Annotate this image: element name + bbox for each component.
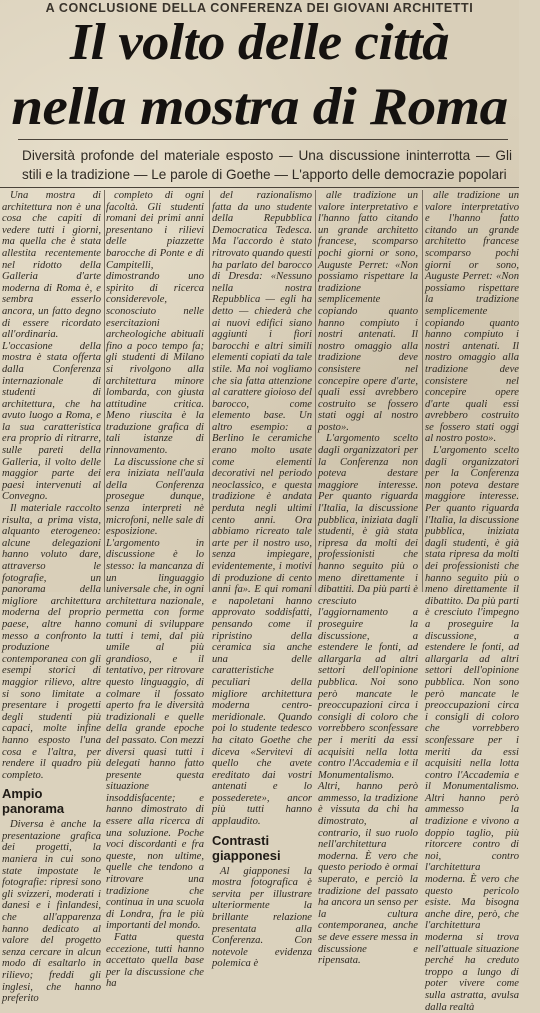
column-3-paragraph-2: Al giapponesi la mostra fotografica è servita per illustrare ulteriormente la brillante relazione presentata alla Conferenza. Con notevole evidenza polemica è xyxy=(212,865,312,970)
kicker-line: A CONCLUSIONE DELLA CONFERENZA DEI GIOVANI ARCHITETTI xyxy=(45,1,474,15)
subheading-ampio-panorama: Ampio panorama xyxy=(2,786,65,817)
column-1-paragraph-3: Diversa è anche la presentazione grafica dei progetti, la maniera in cui sono state impostate le fotografie: ripresi sono gli svizzeri, moderati i danesi e i finlandesi, che all'apparenza hanno dedicato al valore del progetto senza cercare in alcun modo di esaltarlo in rilievo; freddi gli inglesi, che hanno preferito xyxy=(2,819,101,1005)
column-4-paragraph-1: alle tradizione un valore interpretativo e l'hanno fatto citando un grande architetto francese, scomparso pochi giorni or sono, Auguste Perret: «Non possiamo rispettare la tradizione semplicemente copiando quanto hanno compiuto i nostri antenati. Il nostro omaggio alla tradizione deve consistere nel concepire opere d'arte, quali essi avrebbero costruito se fossero stati oggi al nostro posto». xyxy=(318,190,418,433)
column-divider-1 xyxy=(104,190,105,592)
column-1-paragraph-2: Il materiale raccolto risulta, a prima vista, alquanto eterogeneo: alcune delegazioni hanno voluto dare, attraverso le fotografie, un panorama della migliore architettura moderna del proprio paese, altre hanno messo a confronto la produzione contemporanea con gli esempi storici di maggior rilievo, altre si sono limitate a presentare i progetti degli studenti più capaci, molte infine hanno esposto l'una cosa e l'altra, per rendere il quadro più completo. xyxy=(2,503,101,781)
headline-line-1: Il volto delle città xyxy=(69,14,450,71)
headline-line-2: nella mostra di Roma xyxy=(11,78,508,136)
column-2-paragraph-2: La discussione che si era iniziata nell'aula della Conferenza prosegue dunque, senza interpreti nè microfoni, nelle sale di esposizione. L'argomento in discussione è lo stesso: la mancanza di un linguaggio universale che, in ogni architettura nazionale, permetta con forme comuni di sviluppare tutti i temi, dal più umile al più grandioso, e il tentativo, per ritrovare questo linguaggio, di colmare il fossato aperto fra le diversità tradizionali e quelle della grande epoche del passato. Con mezzi diversi quasi tutti i delegati hanno fatto presente questa situazione insoddisfacente; e hanno dimostrato di essere alla ricerca di una soluzione. Poche voci discordanti e fra queste, non ultime, quelle che tendono a ritrovare una tradizione che continua in una scuola di Londra, fra le più importanti del mondo. xyxy=(106,456,204,932)
article-column-4 xyxy=(318,190,418,967)
deck-rule-bottom xyxy=(0,187,519,188)
column-divider-3 xyxy=(315,190,316,592)
column-5-paragraph-1: alle tradizione un valore interpretativo e l'hanno fatto citando un grande architetto francese scomparso pochi giorni or sono, Auguste Perret: «Non possiamo rispettare la tradizione semplicemente copiando quanto hanno compiuto i nostri antenati. Il nostro omaggio alla tradizione deve consistere nel concepire opere d'arte quali essi avrebbero costruito se fossero stati oggi al nostro posto». xyxy=(425,190,519,445)
article-column-5 xyxy=(425,190,519,1013)
column-4-paragraph-2: L'argomento scelto dagli organizzatori per la Conferenza non poteva destare maggiore interesse. Per quanto riguarda l'Italia, la discussione pubblica, iniziata dagli studenti, è già stata ripresa da molti dei professionisti che hanno seguito più o meno direttamente i dibattiti. Da più parti è cresciuto l'aggiornamento a proseguire la discussione, a estendere le fonti, ad allargarla ad altri settori dell'opinione pubblica. Noi sono però mancate le preoccupazioni circa i consigli di coloro che vorrebbero sconfessare per i meriti da essi acquisiti nella lotta contro l'Accademia e il Monumentalismo. Altri, hanno però ammesso, la tradizione è vissuta da chi ha dimostrato, al contrario, il suo ruolo nell'architettura moderna. È vero che questo periodo è ormai superato, e perciò la tradizione del passato ha ancora un senso per la cultura contemporanea, anche se deve essere messa in discussione e ripensata. xyxy=(318,433,418,967)
column-2-paragraph-3: Fatta questa eccezione, tutti hanno accettato quella base per la discussione che ha xyxy=(106,932,204,990)
column-divider-2 xyxy=(209,190,210,592)
column-divider-4 xyxy=(422,190,423,592)
article-column-1 xyxy=(2,190,101,1005)
subheading-contrasti-giapponesi: Contrasti giapponesi xyxy=(212,832,281,863)
column-3-paragraph-1: del razionalismo fatta da uno studente della Repubblica Democratica Tedesca. Ma l'accordo è stato ritrovato quando questi ha parlato del barocco di Dresda: «Nessuno nella nostra Repubblica — egli ha detto — chiederà che ai nuovi edifici siano aggiunti i fiori barocchi e altri simili elementi copiati da tale stile. Ma noi vogliamo che sia fatta attenzione al carattere gioioso del barocco, come elemento base. Un altro esempio: a Berlino le ceramiche erano molto usate come elementi decorativi nel periodo neoclassico, e questa tradizione è andata perduta negli ultimi cento anni. Ora abbiamo ricreato tale arte per il nostro uso, senza impiegare, evidentemente, i motivi di produzione di cento anni fa». E qui romani e napoletani hanno approvato soddisfatti, pensando come il ripristino della ceramica sia anche una delle caratteristiche peculiari della migliore architettura moderna centro-meridionale. Quando poi lo studente tedesco ha citato Goethe che diceva «Servitevi di quello che avete ereditato dai vostri antenati e lo possederete», ancor più tutti hanno applaudito. xyxy=(212,190,312,828)
column-2-paragraph-1: completo di ogni facoltà. Gli studenti romani dei primi anni presentano i rilievi delle piazzette barocche di Ponte e di Campitelli, dimostrando uno spirito di ricerca considerevole, sconosciuto nelle esercitazioni archeologiche abituali fino a poco tempo fa; gli studenti di Milano si rivolgono alla architettura minore lombarda, con giusta attitudine critica. Meno riuscita è la traduzione grafica di tali istanze di rinnovamento. xyxy=(106,190,204,457)
article-column-3 xyxy=(212,190,312,970)
column-1-paragraph-1: Una mostra di architettura non è una cosa che capiti di vedere tutti i giorni, ma quella che è stata allestita recentemente nel ridotto della Galleria d'arte moderna di Roma è, e sembra esserlo ancora, un fatto degno di essere ricordato all'ordinaria. L'occasione della mostra è stata offerta dalla Conferenza internazionale di studenti di architettura, che ha avuto luogo a Roma, e la sua caratteristica era proprio di ritrarre, sulle pareti della Galleria, il volto delle maggior parte dei paesi intervenuti al Convegno. xyxy=(2,190,101,503)
headline-rule-top xyxy=(18,139,508,140)
column-5-paragraph-2: L'argomento scelto dagli organizzatori per la Conferenza non poteva destare maggiore interesse. Per quanto riguarda l'Italia, la discussione pubblica, iniziata dagli studenti, è già stata ripresa da molti dei professionisti che hanno seguito più o meno direttamente il dibattito. Da più parti è cresciuto l'impegno a proseguire la discussione, a estendere le fonti, ad allargarla ad altri settori dell'opinione pubblica. Non sono però mancate le preoccupazioni circa i consigli di coloro che vorrebbero sconfessare per i meriti da essi acquisiti nella lotta contro l'Accademia e il Monumentalismo. Altri hanno però ammesso la tradizione e vivono a doppio taglio, più ritorcere contro di noi, contro l'architettura moderna. È vero che questo pericolo esiste. Ma bisogna anche dire, però, che l'architettura moderna si trova nell'attuale situazione perché ha creduto troppo a lungo di poter vivere come sulla astratta, avulsa dalla realtà xyxy=(425,445,519,1013)
article-deck: Diversità profonde del materiale esposto — Una discussione ininterrotta — Gli stili e la tradizione — Le parole di Goethe — L'apporto delle democrazie popolari xyxy=(22,148,512,182)
article-column-2 xyxy=(106,190,204,990)
